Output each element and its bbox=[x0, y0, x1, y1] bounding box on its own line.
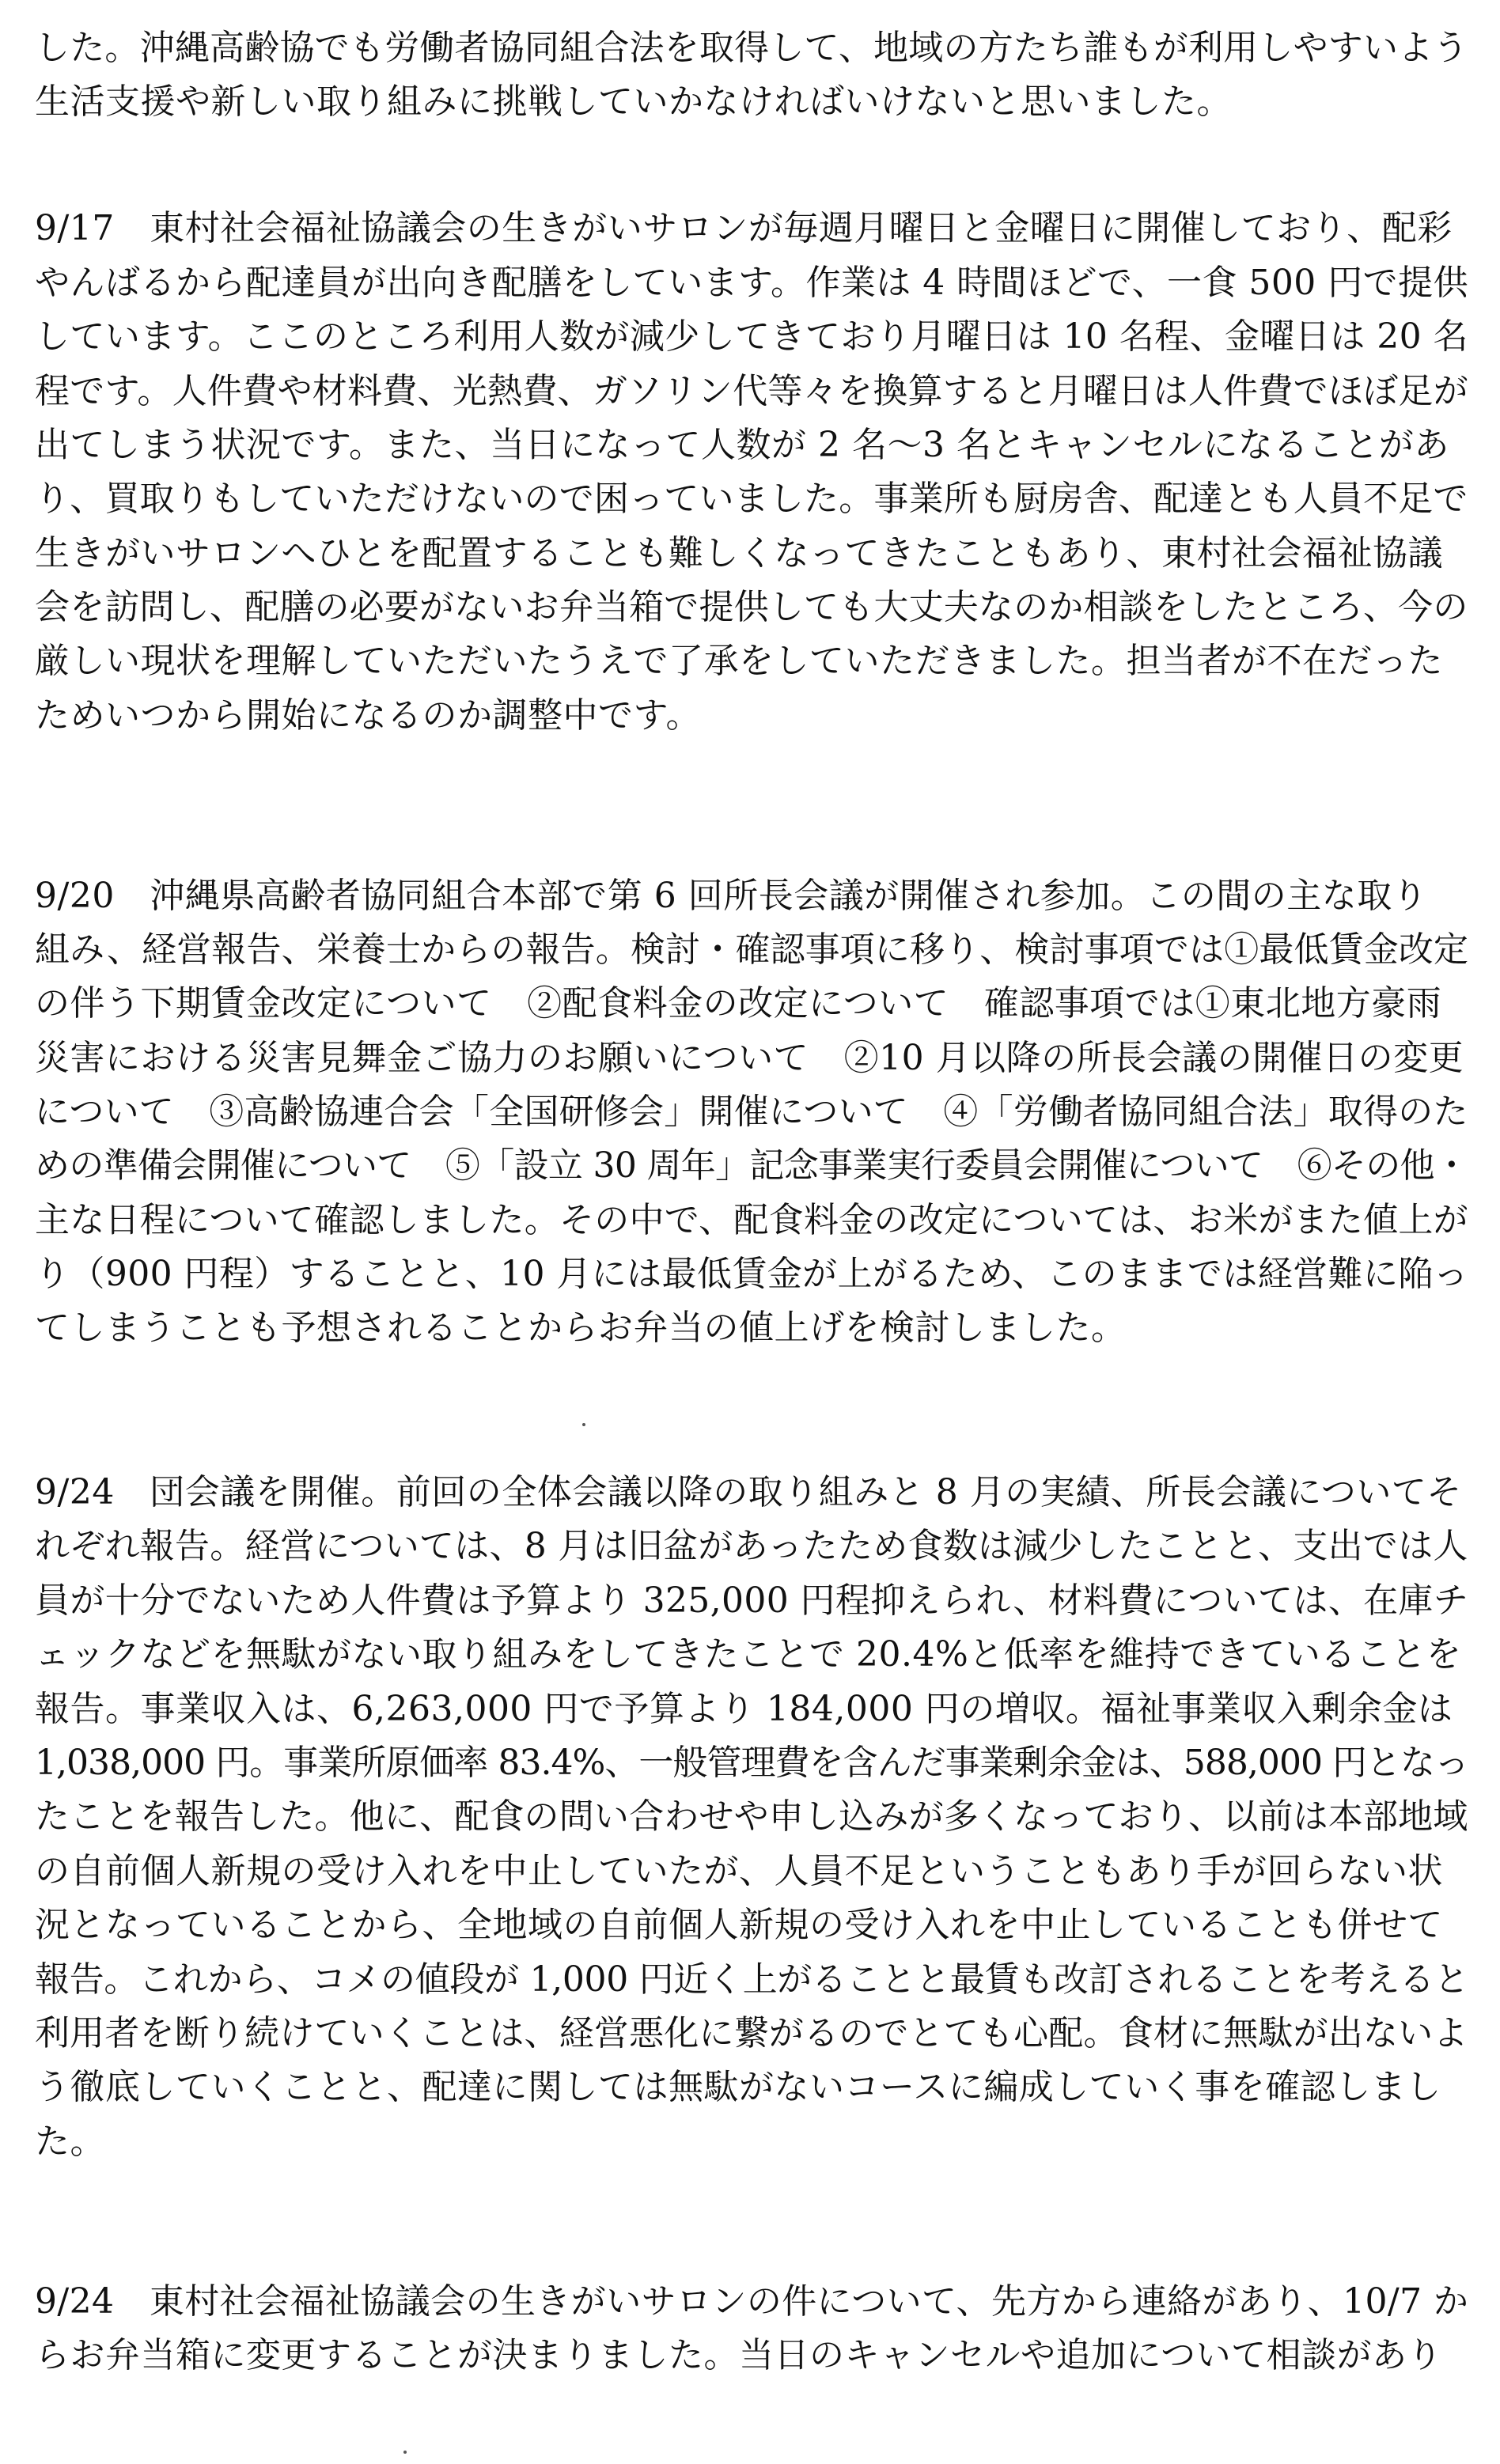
text-line: 9/20 沖縄県高齢者協同組合本部で第 6 回所長会議が開催され参加。この間の主な取り bbox=[35, 876, 1428, 916]
text-line: やんばるから配達員が出向き配膳をしています。作業は 4 時間ほどで、一食 500 円で提供 bbox=[35, 263, 1469, 303]
text-line: 出てしまう状況です。また、当日になって人数が 2 名～3 名とキャンセルになることがあ bbox=[35, 425, 1449, 465]
text-line: 生活支援や新しい取り組みに挑戦していかなければいけないと思いました。 bbox=[35, 81, 1232, 122]
text-line: ェックなどを無駄がない取り組みをしてきたことで 20.4%と低率を維持できていることを bbox=[35, 1634, 1462, 1675]
text-line: てしまうことも予想されることからお弁当の値上げを検討しました。 bbox=[35, 1308, 1127, 1348]
text-line: の伴う下期賃金改定について ②配食料金の改定について 確認事項では①東北地方豪雨 bbox=[35, 983, 1442, 1024]
text-line: 9/24 団会議を開催。前回の全体会議以降の取り組みと 8 月の実績、所長会議についてそ bbox=[35, 1472, 1462, 1512]
text-line: について ③高齢協連合会「全国研修会」開催について ④「労働者協同組合法」取得のた bbox=[35, 1092, 1468, 1132]
text-line: り、買取りもしていただけないので困っていました。事業所も厨房舎、配達とも人員不足で bbox=[35, 479, 1468, 519]
text-line: 1,038,000 円。事業所原価率 83.4%、一般管理費を含んだ事業剰余金は、588,000 円となっ bbox=[35, 1743, 1469, 1783]
text-line: ためいつから開始になるのか調整中です。 bbox=[35, 695, 701, 736]
text-line: り（900 円程）することと、10 月には最低賃金が上がるため、このままでは経営難に陥っ bbox=[35, 1254, 1469, 1294]
text-line: の自前個人新規の受け入れを中止していたが、人員不足ということもあり手が回らない状 bbox=[35, 1851, 1443, 1891]
scan-speck bbox=[582, 1423, 585, 1426]
text-line: 利用者を断り続けていくことは、経営悪化に繋がるのでとても心配。食材に無駄が出ないよ bbox=[35, 2013, 1468, 2053]
text-line: 生きがいサロンへひとを配置することも難しくなってきたこともあり、東村社会福祉協議 bbox=[35, 533, 1443, 573]
text-line: 報告。これから、コメの値段が 1,000 円近く上がることと最賃も改訂されることを考えると bbox=[35, 1959, 1469, 2000]
text-line: た。 bbox=[35, 2121, 105, 2162]
text-line: 組み、経営報告、栄養士からの報告。検討・確認事項に移り、検討事項では①最低賃金改定 bbox=[35, 929, 1469, 970]
text-line: めの準備会開催について ⑤「設立 30 周年」記念事業実行委員会開催について ⑥その他・ bbox=[35, 1145, 1469, 1186]
text-line: 程です。人件費や材料費、光熱費、ガソリン代等々を換算すると月曜日は人件費でほぼ足が bbox=[35, 371, 1468, 411]
text-line: 厳しい現状を理解していただいたうえで了承をしていただきました。担当者が不在だった bbox=[35, 641, 1443, 681]
text-line: 災害における災害見舞金ご協力のお願いについて ②10 月以降の所長会議の開催日の変更 bbox=[35, 1038, 1464, 1078]
text-line: たことを報告した。他に、配食の問い合わせや申し込みが多くなっており、以前は本部地域 bbox=[35, 1796, 1468, 1837]
text-line: 報告。事業収入は、6,263,000 円で予算より 184,000 円の増収。福祉事業収入剰余金は bbox=[35, 1689, 1453, 1729]
text-line: しています。ここのところ利用人数が減少してきており月曜日は 10 名程、金曜日は 20 名 bbox=[35, 316, 1468, 357]
text-line: う徹底していくことと、配達に関しては無駄がないコースに編成していく事を確認しまし bbox=[35, 2067, 1441, 2107]
text-line: 9/17 東村社会福祉協議会の生きがいサロンが毎週月曜日と金曜日に開催しており、配彩 bbox=[35, 208, 1453, 248]
text-line: 会を訪問し、配膳の必要がないお弁当箱で提供しても大丈夫なのか相談をしたところ、今の bbox=[35, 587, 1468, 627]
text-line: した。沖縄高齢協でも労働者協同組合法を取得して、地域の方たち誰もが利用しやすいよう bbox=[35, 28, 1468, 68]
scan-speck bbox=[403, 2451, 407, 2454]
text-line: 9/24 東村社会福祉協議会の生きがいサロンの件について、先方から連絡があり、10/7 か bbox=[35, 2281, 1469, 2322]
text-line: らお弁当箱に変更することが決まりました。当日のキャンセルや追加について相談があり bbox=[35, 2335, 1443, 2375]
text-line: れぞれ報告。経営については、8 月は旧盆があったため食数は減少したことと、支出では人 bbox=[35, 1526, 1468, 1566]
text-line: 員が十分でないため人件費は予算より 325,000 円程抑えられ、材料費については、在庫チ bbox=[35, 1580, 1469, 1621]
text-line: 主な日程について確認しました。その中で、配食料金の改定については、お米がまた値上が bbox=[35, 1200, 1468, 1240]
text-line: 況となっていることから、全地域の自前個人新規の受け入れを中止していることも併せて bbox=[35, 1905, 1443, 1945]
